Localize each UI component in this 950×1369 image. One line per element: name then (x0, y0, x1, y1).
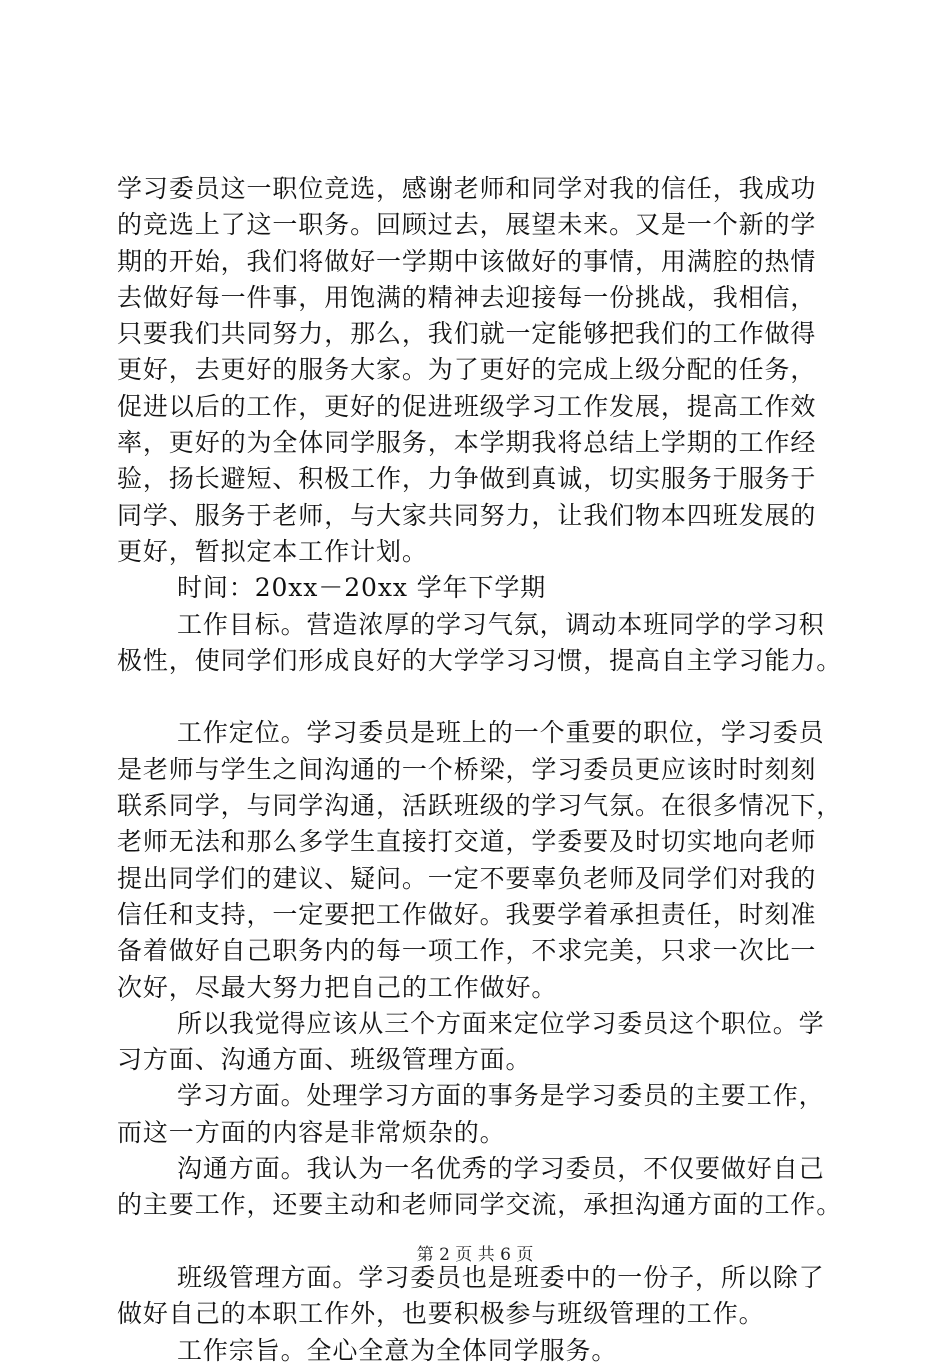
page-footer: 第 2 页 共 6 页 (416, 1245, 534, 1265)
text-line: 工作宗旨。全心全意为全体同学服务。 (177, 1335, 618, 1365)
text-line: 工作目标。营造浓厚的学习气氛，调动本班同学的学习积 (177, 609, 825, 639)
text-line: 去做好每一件事，用饱满的精神去迎接每一份挑战，我相信， (117, 282, 817, 312)
text-line: 班级管理方面。学习委员也是班委中的一份子，所以除了 (177, 1262, 825, 1292)
text-line: 率，更好的为全体同学服务，本学期我将总结上学期的工作经 (117, 428, 817, 458)
text-line: 信任和支持，一定要把工作做好。我要学着承担责任，时刻准 (117, 899, 817, 929)
text-line: 验，扬长避短、积极工作，力争做到真诚，切实服务于服务于 (117, 464, 817, 494)
text-line: 工作定位。学习委员是班上的一个重要的职位，学习委员 (177, 718, 825, 748)
document-body (117, 171, 843, 1369)
text-line: 而这一方面的内容是非常烦杂的。 (117, 1117, 506, 1147)
text-line: 备着做好自己职务内的每一项工作，不求完美，只求一次比一 (117, 936, 817, 966)
text-line: 做好自己的本职工作外，也要积极参与班级管理的工作。 (117, 1299, 765, 1329)
text-line: 只要我们共同努力，那么，我们就一定能够把我们的工作做得 (117, 319, 817, 349)
text-line: 更好，去更好的服务大家。为了更好的完成上级分配的任务， (117, 355, 817, 385)
text-line: 次好，尽最大努力把自己的工作做好。 (117, 972, 558, 1002)
blank-line (117, 679, 837, 715)
text-line: 习方面、沟通方面、班级管理方面。 (117, 1045, 532, 1075)
text-line: 的主要工作，还要主动和老师同学交流，承担沟通方面的工作。 (117, 1190, 843, 1220)
text-line: 的竞选上了这一职务。回顾过去，展望未来。又是一个新的学 (117, 210, 817, 240)
text-line: 老师无法和那么多学生直接打交道，学委要及时切实地向老师 (117, 827, 817, 857)
text-line: 学习方面。处理学习方面的事务是学习委员的主要工作， (177, 1081, 825, 1111)
text-line: 时间：20xx－20xx 学年下学期 (177, 573, 547, 603)
text-line: 学习委员这一职位竞选，感谢老师和同学对我的信任，我成功 (117, 174, 817, 203)
text-line: 沟通方面。我认为一名优秀的学习委员，不仅要做好自己 (177, 1154, 825, 1184)
text-line: 极性，使同学们形成良好的大学学习习惯，提高自主学习能力。 (117, 645, 843, 675)
text-line: 同学、服务于老师，与大家共同努力，让我们物本四班发展的 (117, 500, 817, 530)
text-line: 联系同学，与同学沟通，活跃班级的学习气氛。在很多情况下， (117, 791, 843, 821)
text-line: 期的开始，我们将做好一学期中该做好的事情，用满腔的热情 (117, 246, 817, 276)
text-line: 促进以后的工作，更好的促进班级学习工作发展，提高工作效 (117, 391, 817, 421)
text-line: 提出同学们的建议、疑问。一定不要辜负老师及同学们对我的 (117, 863, 817, 893)
text-line: 是老师与学生之间沟通的一个桥梁，学习委员更应该时时刻刻 (117, 754, 817, 784)
text-line: 更好，暂拟定本工作计划。 (117, 536, 428, 566)
text-line: 所以我觉得应该从三个方面来定位学习委员这个职位。学 (177, 1008, 825, 1038)
